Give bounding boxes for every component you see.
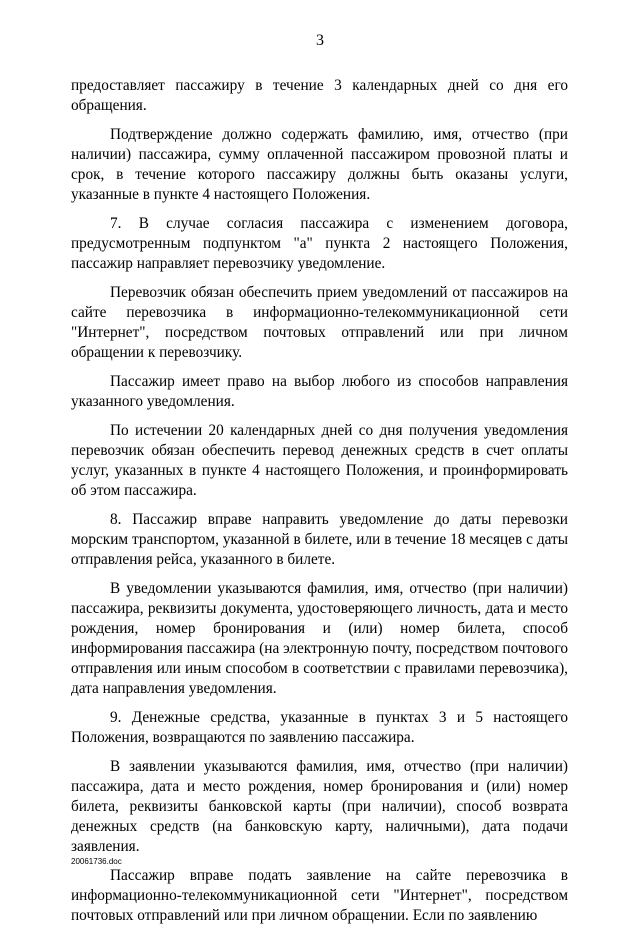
paragraph: Перевозчик обязан обеспечить прием уведомлений от пассажиров на сайте перевозчика в информационно-телекоммуникационной сети "Интернет", посредством почтовых отправлений или при личном обращении к перевозчику. (71, 284, 568, 361)
paragraph: 8. Пассажир вправе направить уведомление до даты перевозки морским транспортом, указанной в билете, или в течение 18 месяцев с даты отправления рейса, указанного в билете. (71, 511, 568, 568)
paragraph: Пассажир вправе подать заявление на сайте перевозчика в информационно-телекоммуникационной сети "Интернет", посредством почтовых отправлений или при личном обращении. Если по заявлению (71, 867, 568, 924)
paragraph: В заявлении указываются фамилия, имя, отчество (при наличии) пассажира, дата и место рождения, номер бронирования и (или) номер билета, реквизиты банковской карты (при наличии), способ возврата денежных средств (на банковскую карту, наличными), дата подачи заявления. (71, 758, 568, 855)
paragraph: В уведомлении указываются фамилия, имя, отчество (при наличии) пассажира, реквизиты документа, удостоверяющего личность, дата и место рождения, номер бронирования и (или) номер билета, способ информирования пассажира (на электронную почту, посредством почтового отправления или иным способом в соответствии с правилами перевозчика), дата направления уведомления. (71, 580, 568, 697)
paragraph: 7. В случае согласия пассажира с изменением договора, предусмотренным подпунктом "а" пункта 2 настоящего Положения, пассажир направляет перевозчику уведомление. (71, 215, 568, 272)
paragraph: По истечении 20 календарных дней со дня получения уведомления перевозчик обязан обеспечить перевод денежных средств в счет оплаты услуг, указанных в пункте 4 настоящего Положения, и проинформировать об этом пассажира. (71, 422, 568, 499)
paragraph: 9. Денежные средства, указанные в пунктах 3 и 5 настоящего Положения, возвращаются по заявлению пассажира. (71, 709, 568, 746)
paragraph: предоставляет пассажиру в течение 3 календарных дней со дня его обращения. (71, 77, 568, 114)
paragraph: Подтверждение должно содержать фамилию, имя, отчество (при наличии) пассажира, сумму оплаченной пассажиром провозной платы и срок, в течение которого пассажиру должны быть оказаны услуги, указанные в пункте 4 настоящего Положения. (71, 126, 568, 203)
paragraph: Пассажир имеет право на выбор любого из способов направления указанного уведомления. (71, 373, 568, 410)
page-number: 3 (316, 32, 324, 49)
document-body (71, 76, 568, 926)
footer-filename: 20061736.doc (71, 857, 122, 866)
